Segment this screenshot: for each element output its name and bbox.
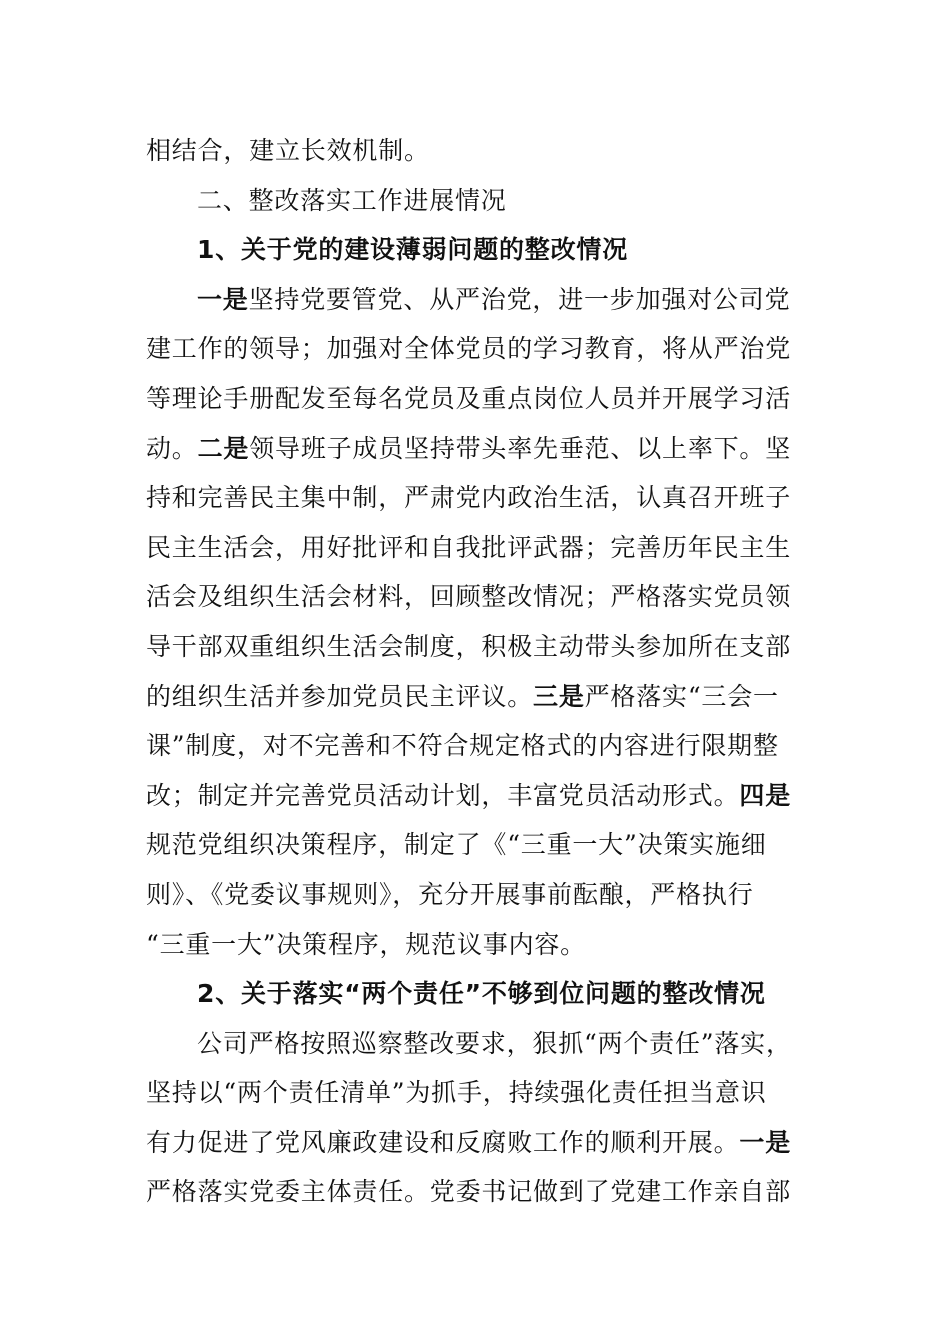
section-heading [146, 225, 806, 275]
text-line [146, 572, 806, 622]
text-line [146, 374, 806, 424]
text-line [146, 1019, 806, 1069]
text-run: 动。 [146, 433, 198, 463]
text-line [146, 1118, 806, 1168]
emphasis-marker: 四是 [739, 780, 792, 810]
text-run: 严格落实“三会一 [584, 681, 779, 711]
text-run: 1、关于党的建设薄弱问题的整改情况 [197, 235, 628, 265]
text-run: 则》、《党委议事规则》，充分开展事前酝酿，严格执行 [146, 879, 754, 909]
text-line [146, 672, 806, 722]
text-run: 导干部双重组织生活会制度，积极主动带头参加所在支部 [146, 631, 792, 661]
text-run: 的组织生活并参加党员民主评议。 [146, 681, 534, 711]
text-line [146, 324, 806, 374]
text-line [146, 622, 806, 672]
text-run: 规范党组织决策程序，制定了《“三重一大”决策实施细 [146, 830, 767, 860]
section-heading [146, 176, 806, 226]
text-line [146, 721, 806, 771]
text-run: 有力促进了党风廉政建设和反腐败工作的顺利开展。 [146, 1127, 740, 1157]
text-line [146, 1068, 806, 1118]
text-run: 课”制度，对不完善和不符合规定格式的内容进行限期整 [146, 731, 779, 761]
text-line [146, 1167, 806, 1217]
text-line [146, 126, 806, 176]
text-line [146, 275, 806, 325]
text-run: 领导班子成员坚持带头率先垂范、以上率下。坚 [249, 433, 792, 463]
text-run: 建工作的领导；加强对全体党员的学习教育，将从严治党 [146, 334, 792, 364]
text-run: 等理论手册配发至每名党员及重点岗位人员并开展学习活 [146, 383, 792, 413]
text-run: 相结合，建立长效机制。 [146, 136, 430, 165]
text-line [146, 870, 806, 920]
text-line [146, 424, 806, 474]
emphasis-marker: 一是 [739, 1127, 792, 1157]
text-run: 持和完善民主集中制，严肃党内政治生活，认真召开班子 [146, 483, 792, 513]
text-run: 严格落实党委主体责任。党委书记做到了党建工作亲自部 [146, 1177, 792, 1207]
emphasis-marker: 三是 [533, 681, 585, 711]
text-line [146, 771, 806, 821]
text-run: 公司严格按照巡察整改要求，狠抓“两个责任”落实， [197, 1028, 792, 1058]
text-run: 活会及组织生活会材料，回顾整改情况；严格落实党员领 [146, 582, 792, 612]
text-run: 坚持党要管党、从严治党，进一步加强对公司党 [248, 284, 791, 314]
emphasis-marker: 二是 [197, 433, 250, 463]
text-run: 民主生活会，用好批评和自我批评武器；完善历年民主生 [146, 532, 792, 562]
text-run: 改；制定并完善党员活动计划，丰富党员活动形式。 [146, 780, 740, 810]
section-heading [146, 969, 806, 1019]
text-run: “三重一大”决策程序，规范议事内容。 [146, 929, 586, 959]
text-run: 2、关于落实“两个责任”不够到位问题的整改情况 [197, 979, 766, 1009]
document-body [146, 126, 806, 1217]
text-run: 坚持以“两个责任清单”为抓手，持续强化责任担当意识 [146, 1078, 767, 1108]
text-line [146, 920, 806, 970]
text-run: 二、整改落实工作进展情况 [197, 185, 507, 215]
emphasis-marker: 一是 [197, 284, 249, 314]
text-line [146, 523, 806, 573]
text-line [146, 820, 806, 870]
text-line [146, 473, 806, 523]
